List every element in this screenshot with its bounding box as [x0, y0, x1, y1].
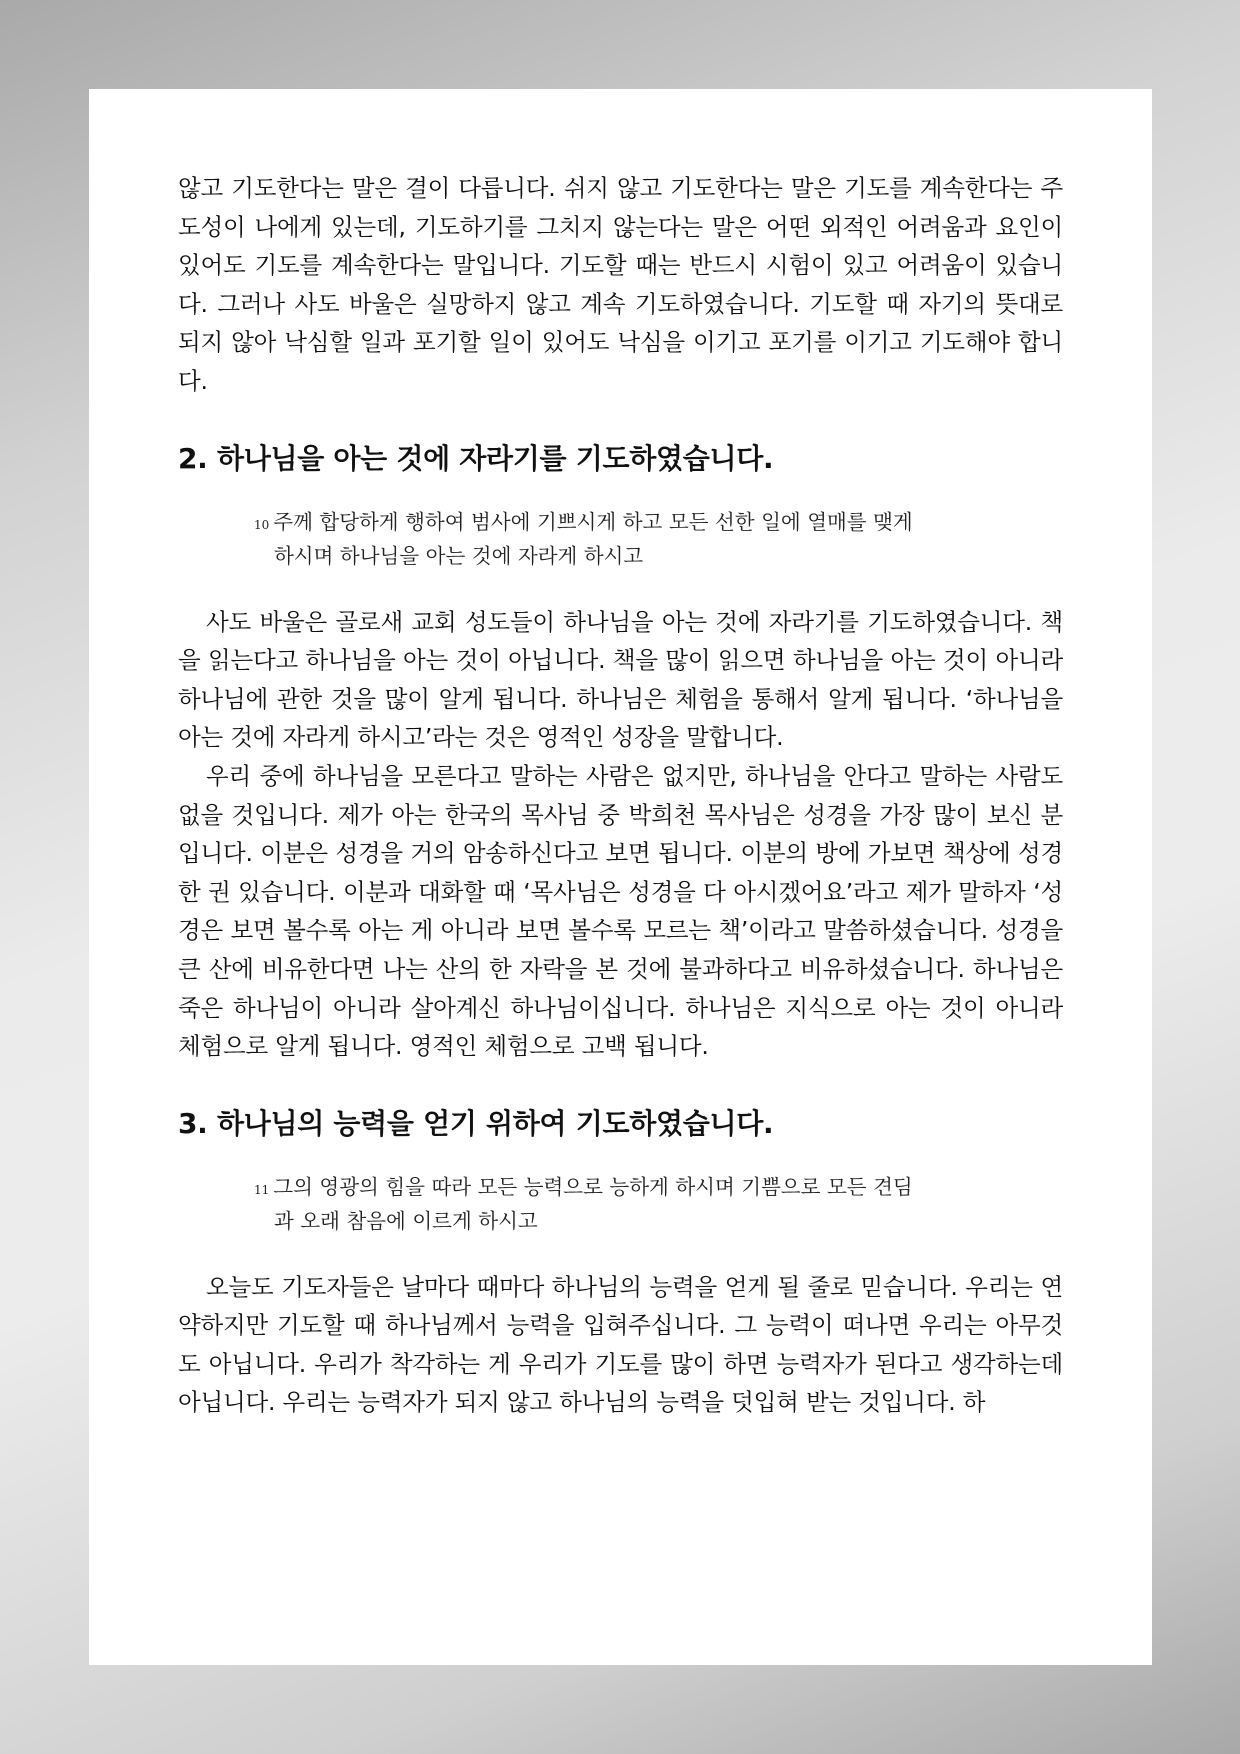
section-heading-2: 2. 하나님을 아는 것에 자라기를 기도하였습니다.	[178, 441, 774, 475]
body-paragraph: 않고 기도한다는 말은 결이 다릅니다. 쉬지 않고 기도한다는 말은 기도를 계속한다는 주도성이 나에게 있는데, 기도하기를 그치지 않는다는 말은 어떤 외적인 어려움과 요인이 있어도 기도를 계속한다는 말입니다. 기도할 때는 반드시 시험이 있고 어려움이 있습니다. 그러나 사도 바울은 실망하지 않고 계속 기도하였습니다. 기도할 때 자기의 뜻대로 되지 않아 낙심할 일과 포기할 일이 있어도 낙심을 이기고 포기를 이기고 기도해야 합니다.	[178, 174, 1063, 395]
page-content	[178, 169, 1063, 1422]
verse-text: 그의 영광의 힘을 따라 모든 능력으로 능하게 하시며 기쁨으로 모든 견딤	[273, 1174, 913, 1199]
verse-line: 과 오래 참음에 이르게 하시고	[274, 1208, 538, 1233]
body-paragraph: 사도 바울은 골로새 교회 성도들이 하나님을 아는 것에 자라기를 기도하였습니다. 책을 읽는다고 하나님을 아는 것이 아닙니다. 책을 많이 읽으면 하나님을 아는 것이 아니라 하나님에 관한 것을 많이 알게 됩니다. 하나님은 체험을 통해서 알게 됩니다. ‘하나님을 아는 것에 자라게 하시고’라는 것은 영적인 성장을 말합니다.	[178, 607, 1063, 752]
document-page	[89, 89, 1152, 1665]
body-paragraph: 우리 중에 하나님을 모른다고 말하는 사람은 없지만, 하나님을 안다고 말하는 사람도 없을 것입니다. 제가 아는 한국의 목사님 중 박희천 목사님은 성경을 가장 많이 보신 분입니다. 이분은 성경을 거의 암송하신다고 보면 됩니다. 이분의 방에 가보면 책상에 성경 한 권 있습니다. 이분과 대화할 때 ‘목사님은 성경을 다 아시겠어요’라고 제가 말하자 ‘성경은 보면 볼수록 아는 게 아니라 보면 볼수록 모르는 책’이라고 말씀하셨습니다. 성경을 큰 산에 비유한다면 나는 산의 한 자락을 본 것에 불과하다고 비유하셨습니다. 하나님은 죽은 하나님이 아니라 살아계신 하나님이십니다. 하나님은 지식으로 아는 것이 아니라 체험으로 알게 됩니다. 영적인 체험으로 고백 됩니다.	[178, 761, 1063, 1061]
verse-line	[254, 505, 994, 539]
verse-line	[254, 1170, 994, 1204]
verse-line: 하시며 하나님을 아는 것에 자라게 하시고	[274, 543, 644, 568]
scripture-quote-10	[254, 505, 994, 573]
body-paragraph: 오늘도 기도자들은 날마다 때마다 하나님의 능력을 얻게 될 줄로 믿습니다. 우리는 연약하지만 기도할 때 하나님께서 능력을 입혀주십니다. 그 능력이 떠나면 우리는 아무것도 아닙니다. 우리가 착각하는 게 우리가 기도를 많이 하면 능력자가 된다고 생각하는데 아닙니다. 우리는 능력자가 되지 않고 하나님의 능력을 덧입혀 받는 것입니다. 하	[178, 1272, 1063, 1417]
scripture-quote-11	[254, 1170, 994, 1238]
section-heading-3: 3. 하나님의 능력을 얻기 위하여 기도하였습니다.	[178, 1106, 774, 1140]
verse-number: 11	[254, 1182, 270, 1197]
verse-text: 주께 합당하게 행하여 범사에 기쁘시게 하고 모든 선한 일에 열매를 맺게	[273, 509, 913, 534]
verse-number: 10	[254, 517, 270, 532]
